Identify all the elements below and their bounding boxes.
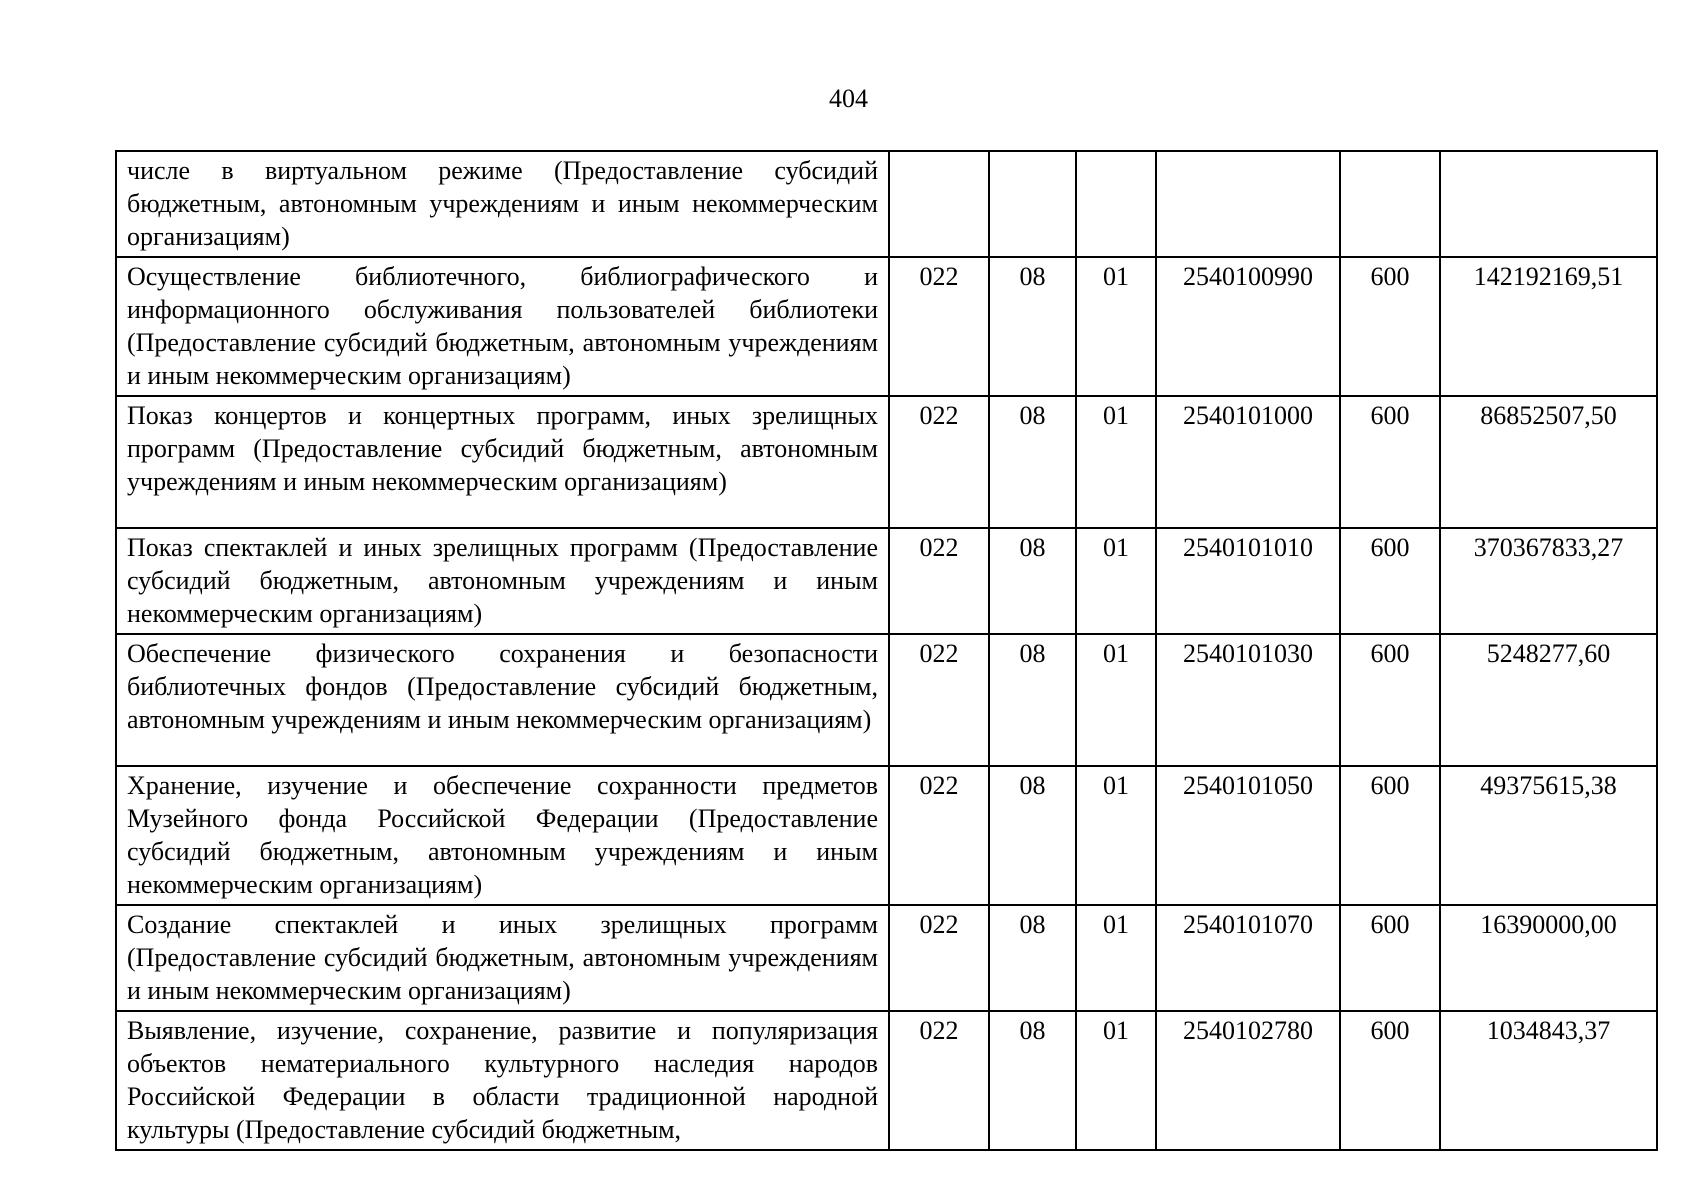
table-row bbox=[116, 151, 1657, 257]
row-section-code bbox=[989, 151, 1076, 257]
row-amount: 49375615,38 bbox=[1440, 766, 1657, 905]
table-row bbox=[116, 905, 1657, 1011]
row-subsection-code: 01 bbox=[1076, 1011, 1156, 1150]
table-row bbox=[116, 396, 1657, 528]
row-expense-type-code bbox=[1340, 151, 1440, 257]
table-row bbox=[116, 766, 1657, 905]
row-description: Хранение, изучение и обеспечение сохранности предметов Музейного фонда Российской Федерации (Предоставление субсидий бюджетным, автономным учреждениям и иным некоммерческим организациям) bbox=[116, 766, 889, 905]
row-subsection-code: 01 bbox=[1076, 528, 1156, 634]
row-expense-type-code: 600 bbox=[1340, 1011, 1440, 1150]
row-amount: 86852507,50 bbox=[1440, 396, 1657, 528]
table-row bbox=[116, 1011, 1657, 1150]
row-description: Показ концертов и концертных программ, иных зрелищных программ (Предоставление субсидий бюджетным, автономным учреждениям и иным некоммерческим организациям) bbox=[116, 396, 889, 528]
row-target-article-code: 2540101010 bbox=[1156, 528, 1340, 634]
row-description: Показ спектаклей и иных зрелищных программ (Предоставление субсидий бюджетным, автономным учреждениям и иным некоммерческим организациям) bbox=[116, 528, 889, 634]
row-amount bbox=[1440, 151, 1657, 257]
row-subsection-code: 01 bbox=[1076, 396, 1156, 528]
row-expense-type-code: 600 bbox=[1340, 396, 1440, 528]
row-target-article-code: 2540100990 bbox=[1156, 257, 1340, 396]
row-amount: 5248277,60 bbox=[1440, 634, 1657, 766]
row-target-article-code: 2540101030 bbox=[1156, 634, 1340, 766]
row-description: числе в виртуальном режиме (Предоставление субсидий бюджетным, автономным учреждениям и иным некоммерческим организациям) bbox=[116, 151, 889, 257]
row-ved-code: 022 bbox=[889, 257, 989, 396]
row-amount: 1034843,37 bbox=[1440, 1011, 1657, 1150]
row-ved-code: 022 bbox=[889, 634, 989, 766]
row-target-article-code: 2540102780 bbox=[1156, 1011, 1340, 1150]
row-amount: 142192169,51 bbox=[1440, 257, 1657, 396]
row-subsection-code: 01 bbox=[1076, 905, 1156, 1011]
row-section-code: 08 bbox=[989, 634, 1076, 766]
budget-table bbox=[115, 150, 1658, 1151]
row-target-article-code: 2540101050 bbox=[1156, 766, 1340, 905]
row-ved-code: 022 bbox=[889, 1011, 989, 1150]
row-target-article-code bbox=[1156, 151, 1340, 257]
table-row bbox=[116, 634, 1657, 766]
table-row bbox=[116, 528, 1657, 634]
row-ved-code: 022 bbox=[889, 766, 989, 905]
row-section-code: 08 bbox=[989, 905, 1076, 1011]
row-section-code: 08 bbox=[989, 1011, 1076, 1150]
row-section-code: 08 bbox=[989, 396, 1076, 528]
row-amount: 16390000,00 bbox=[1440, 905, 1657, 1011]
table-row bbox=[116, 257, 1657, 396]
row-subsection-code: 01 bbox=[1076, 257, 1156, 396]
row-amount: 370367833,27 bbox=[1440, 528, 1657, 634]
row-expense-type-code: 600 bbox=[1340, 905, 1440, 1011]
row-description: Выявление, изучение, сохранение, развитие и популяризация объектов нематериального культурного наследия народов Российской Федерации в области традиционной народной культуры (Предоставление субсидий бюджетным, bbox=[116, 1011, 889, 1150]
row-subsection-code: 01 bbox=[1076, 634, 1156, 766]
row-ved-code: 022 bbox=[889, 528, 989, 634]
row-expense-type-code: 600 bbox=[1340, 528, 1440, 634]
row-description: Обеспечение физического сохранения и безопасности библиотечных фондов (Предоставление субсидий бюджетным, автономным учреждениям и иным некоммерческим организациям) bbox=[116, 634, 889, 766]
page-number: 404 bbox=[829, 84, 868, 113]
row-expense-type-code: 600 bbox=[1340, 766, 1440, 905]
row-ved-code: 022 bbox=[889, 905, 989, 1011]
row-ved-code: 022 bbox=[889, 396, 989, 528]
row-description: Создание спектаклей и иных зрелищных программ (Предоставление субсидий бюджетным, автономным учреждениям и иным некоммерческим организациям) bbox=[116, 905, 889, 1011]
row-subsection-code: 01 bbox=[1076, 766, 1156, 905]
row-description: Осуществление библиотечного, библиографического и информационного обслуживания пользователей библиотеки (Предоставление субсидий бюджетным, автономным учреждениям и иным некоммерческим организациям) bbox=[116, 257, 889, 396]
row-expense-type-code: 600 bbox=[1340, 257, 1440, 396]
row-ved-code bbox=[889, 151, 989, 257]
row-subsection-code bbox=[1076, 151, 1156, 257]
row-section-code: 08 bbox=[989, 528, 1076, 634]
row-section-code: 08 bbox=[989, 766, 1076, 905]
row-target-article-code: 2540101070 bbox=[1156, 905, 1340, 1011]
row-target-article-code: 2540101000 bbox=[1156, 396, 1340, 528]
row-expense-type-code: 600 bbox=[1340, 634, 1440, 766]
row-section-code: 08 bbox=[989, 257, 1076, 396]
